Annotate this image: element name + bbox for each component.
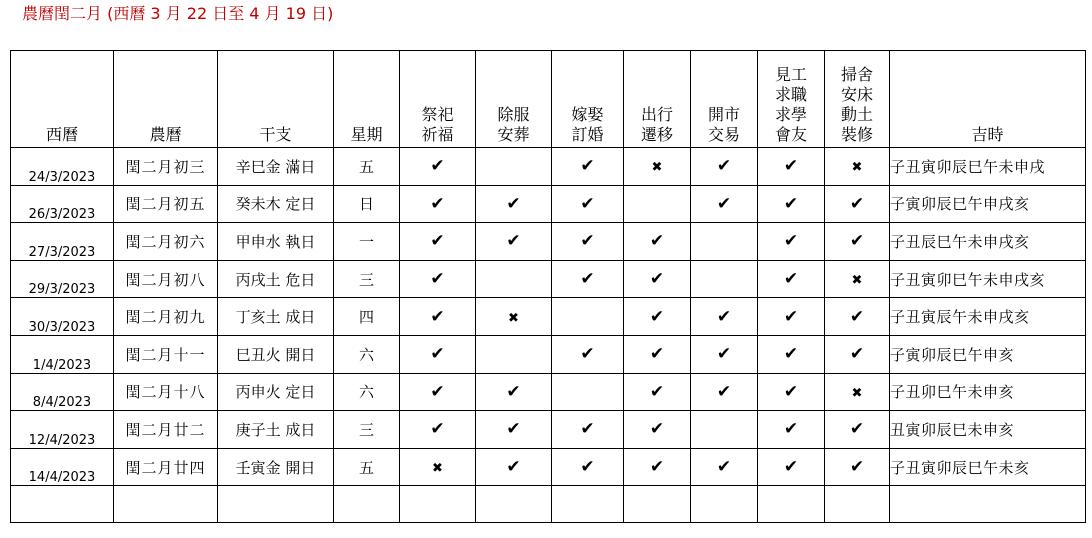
check-icon: ✔ [649, 231, 665, 252]
weekday-cell: 六 [334, 373, 400, 411]
check-icon: ✔ [849, 344, 865, 365]
mark-cell-marriage [552, 411, 624, 449]
mark-cell-job [758, 373, 825, 411]
header-line: 求學 [774, 105, 807, 124]
mark-cell-renovation [825, 373, 890, 411]
mark-cell-worship [400, 448, 476, 486]
header-cleaning-bed-renovation [825, 51, 890, 148]
mark-cell-burial [476, 335, 552, 373]
mark-cell-renovation [825, 148, 890, 186]
empty-cell [691, 486, 758, 523]
mark-cell-marriage [552, 298, 624, 336]
lunar-date-cell: 閏二月初八 [114, 260, 218, 298]
auspicious-hours-cell: 子丑寅辰午未申戌亥 [890, 298, 1086, 336]
header-line: 祭祀 [421, 105, 454, 124]
table-row [11, 448, 1086, 486]
lunar-date-cell: 閏二月十一 [114, 335, 218, 373]
mark-cell-burial [476, 223, 552, 261]
mark-cell-renovation [825, 223, 890, 261]
check-icon: ✔ [849, 193, 865, 214]
header-line: 嫁娶 [571, 105, 604, 124]
table-body [11, 148, 1086, 523]
weekday-cell: 四 [334, 298, 400, 336]
mark-cell-job [758, 223, 825, 261]
header-line: 掃舍 [840, 65, 873, 84]
cross-icon: ✖ [651, 160, 663, 176]
check-icon: ✔ [506, 457, 521, 478]
mark-cell-travel [624, 335, 691, 373]
date-cell: 29/3/2023 [11, 260, 114, 298]
header-marriage-engagement [552, 51, 624, 148]
cross-icon: ✖ [432, 461, 443, 477]
table-row [11, 411, 1086, 449]
mark-cell-worship [400, 185, 476, 223]
empty-cell [476, 486, 552, 523]
mark-cell-job [758, 298, 825, 336]
empty-cell [552, 486, 624, 523]
check-icon: ✔ [430, 306, 445, 327]
mark-cell-marriage [552, 260, 624, 298]
check-icon: ✔ [649, 269, 665, 290]
mark-cell-travel [624, 298, 691, 336]
check-icon: ✔ [580, 419, 595, 440]
empty-row [11, 486, 1086, 523]
header-worship-blessing [400, 51, 476, 148]
weekday-cell: 五 [334, 448, 400, 486]
mark-cell-marriage [552, 185, 624, 223]
empty-cell [890, 486, 1086, 523]
header-job-study-friends [758, 51, 825, 148]
header-line: 會友 [774, 125, 807, 144]
header-line: 安床 [840, 85, 873, 104]
check-icon: ✔ [580, 269, 595, 290]
header-line: 見工 [774, 65, 807, 84]
table-row [11, 260, 1086, 298]
mark-cell-travel [624, 185, 691, 223]
mark-cell-trade [691, 185, 758, 223]
mark-cell-trade [691, 448, 758, 486]
check-icon: ✔ [649, 457, 665, 478]
check-icon: ✔ [849, 306, 865, 327]
lunar-date-cell: 閏二月十八 [114, 373, 218, 411]
check-icon: ✔ [580, 231, 595, 252]
header-line: 開市 [707, 105, 740, 124]
mark-cell-travel [624, 260, 691, 298]
check-icon: ✔ [580, 193, 595, 214]
mark-cell-renovation [825, 185, 890, 223]
check-icon: ✔ [506, 193, 521, 214]
weekday-cell: 六 [334, 335, 400, 373]
mark-cell-trade [691, 335, 758, 373]
almanac-table [10, 50, 1086, 523]
check-icon: ✔ [783, 306, 799, 327]
mark-cell-renovation [825, 411, 890, 449]
header-weekday: 星期 [334, 51, 400, 148]
empty-cell [400, 486, 476, 523]
cross-icon: ✖ [508, 310, 519, 326]
empty-cell [11, 486, 114, 523]
check-icon: ✔ [430, 419, 445, 440]
auspicious-hours-cell: 子寅卯辰巳午申亥 [890, 335, 1086, 373]
mark-cell-job [758, 411, 825, 449]
auspicious-hours-cell: 子丑卯巳午未申亥 [890, 373, 1086, 411]
mark-cell-worship [400, 373, 476, 411]
check-icon: ✔ [849, 231, 865, 252]
mark-cell-renovation [825, 448, 890, 486]
empty-cell [825, 486, 890, 523]
check-icon: ✔ [430, 231, 445, 252]
ganzhi-cell: 丁亥土 成日 [218, 298, 334, 336]
mark-cell-trade [691, 298, 758, 336]
ganzhi-cell: 丙戌土 危日 [218, 260, 334, 298]
check-icon: ✔ [580, 344, 595, 365]
weekday-cell: 三 [334, 411, 400, 449]
date-cell: 27/3/2023 [11, 223, 114, 261]
mark-cell-marriage [552, 223, 624, 261]
check-icon: ✔ [716, 457, 732, 478]
date-cell: 12/4/2023 [11, 411, 114, 449]
mark-cell-travel [624, 373, 691, 411]
weekday-cell: 日 [334, 185, 400, 223]
check-icon: ✔ [430, 344, 445, 365]
ganzhi-cell: 癸未木 定日 [218, 185, 334, 223]
mark-cell-worship [400, 411, 476, 449]
mark-cell-trade [691, 411, 758, 449]
header-line: 訂婚 [571, 125, 604, 144]
check-icon: ✔ [430, 193, 445, 214]
table-row [11, 223, 1086, 261]
header-business-trade [691, 51, 758, 148]
check-icon: ✔ [716, 381, 732, 402]
mark-cell-worship [400, 223, 476, 261]
check-icon: ✔ [783, 457, 799, 478]
mark-cell-renovation [825, 298, 890, 336]
check-icon: ✔ [783, 156, 799, 177]
cross-icon: ✖ [851, 385, 863, 401]
check-icon: ✔ [649, 306, 665, 327]
mark-cell-worship [400, 335, 476, 373]
page-title: 農曆閏二月 (西曆 3 月 22 日至 4 月 19 日) [22, 4, 334, 23]
header-mourning-burial [476, 51, 552, 148]
header-ganzhi: 干支 [218, 51, 334, 148]
mark-cell-trade [691, 373, 758, 411]
mark-cell-marriage [552, 335, 624, 373]
check-icon: ✔ [506, 231, 521, 252]
mark-cell-burial [476, 448, 552, 486]
table-row [11, 335, 1086, 373]
header-row [11, 51, 1086, 148]
check-icon: ✔ [716, 193, 732, 214]
check-icon: ✔ [783, 231, 799, 252]
header-lunar: 農曆 [114, 51, 218, 148]
mark-cell-marriage [552, 148, 624, 186]
ganzhi-cell: 壬寅金 開日 [218, 448, 334, 486]
ganzhi-cell: 丙申火 定日 [218, 373, 334, 411]
check-icon: ✔ [849, 457, 865, 478]
check-icon: ✔ [649, 381, 665, 402]
check-icon: ✔ [783, 193, 799, 214]
cross-icon: ✖ [851, 273, 863, 289]
date-cell: 1/4/2023 [11, 335, 114, 373]
weekday-cell: 三 [334, 260, 400, 298]
header-travel-moving [624, 51, 691, 148]
empty-cell [758, 486, 825, 523]
mark-cell-travel [624, 223, 691, 261]
mark-cell-burial [476, 185, 552, 223]
check-icon: ✔ [649, 344, 665, 365]
table-row [11, 185, 1086, 223]
date-cell: 14/4/2023 [11, 448, 114, 486]
mark-cell-burial [476, 373, 552, 411]
mark-cell-travel [624, 148, 691, 186]
header-line: 求職 [774, 85, 807, 104]
auspicious-hours-cell: 丑寅卯辰巳未申亥 [890, 411, 1086, 449]
mark-cell-job [758, 260, 825, 298]
lunar-date-cell: 閏二月初六 [114, 223, 218, 261]
check-icon: ✔ [783, 269, 799, 290]
mark-cell-burial [476, 411, 552, 449]
mark-cell-trade [691, 223, 758, 261]
check-icon: ✔ [783, 381, 799, 402]
mark-cell-trade [691, 148, 758, 186]
auspicious-hours-cell: 子丑寅卯巳午未申戌亥 [890, 260, 1086, 298]
mark-cell-worship [400, 148, 476, 186]
auspicious-hours-cell: 子寅卯辰巳午申戌亥 [890, 185, 1086, 223]
check-icon: ✔ [580, 156, 595, 177]
date-cell: 8/4/2023 [11, 373, 114, 411]
date-cell: 26/3/2023 [11, 185, 114, 223]
mark-cell-job [758, 185, 825, 223]
header-line: 動土 [840, 105, 873, 124]
empty-cell [334, 486, 400, 523]
date-cell: 24/3/2023 [11, 148, 114, 186]
header-line: 安葬 [497, 125, 530, 144]
check-icon: ✔ [849, 419, 865, 440]
mark-cell-worship [400, 298, 476, 336]
check-icon: ✔ [716, 156, 732, 177]
check-icon: ✔ [716, 344, 732, 365]
cross-icon: ✖ [851, 160, 863, 176]
lunar-date-cell: 閏二月廿二 [114, 411, 218, 449]
lunar-date-cell: 閏二月廿四 [114, 448, 218, 486]
lunar-date-cell: 閏二月初九 [114, 298, 218, 336]
check-icon: ✔ [783, 419, 799, 440]
check-icon: ✔ [783, 344, 799, 365]
mark-cell-marriage [552, 373, 624, 411]
mark-cell-job [758, 335, 825, 373]
weekday-cell: 五 [334, 148, 400, 186]
empty-cell [218, 486, 334, 523]
check-icon: ✔ [430, 381, 445, 402]
mark-cell-worship [400, 260, 476, 298]
ganzhi-cell: 甲申水 執日 [218, 223, 334, 261]
ganzhi-cell: 庚子土 成日 [218, 411, 334, 449]
check-icon: ✔ [506, 381, 521, 402]
mark-cell-burial [476, 148, 552, 186]
mark-cell-burial [476, 260, 552, 298]
mark-cell-trade [691, 260, 758, 298]
auspicious-hours-cell: 子丑寅卯辰巳午未申戌 [890, 148, 1086, 186]
mark-cell-renovation [825, 260, 890, 298]
header-line: 祈福 [421, 125, 454, 144]
header-line: 遷移 [640, 125, 673, 144]
header-line: 交易 [707, 125, 740, 144]
check-icon: ✔ [580, 457, 595, 478]
mark-cell-burial [476, 298, 552, 336]
mark-cell-job [758, 148, 825, 186]
empty-cell [624, 486, 691, 523]
header-line: 裝修 [840, 125, 873, 144]
mark-cell-marriage [552, 448, 624, 486]
date-cell: 30/3/2023 [11, 298, 114, 336]
mark-cell-travel [624, 448, 691, 486]
check-icon: ✔ [506, 419, 521, 440]
auspicious-hours-cell: 子丑辰巳午未申戌亥 [890, 223, 1086, 261]
header-line: 除服 [497, 105, 530, 124]
auspicious-hours-cell: 子丑寅卯辰巳午未亥 [890, 448, 1086, 486]
mark-cell-renovation [825, 335, 890, 373]
check-icon: ✔ [430, 269, 445, 290]
header-auspicious-hours: 吉時 [890, 51, 1086, 148]
weekday-cell: 一 [334, 223, 400, 261]
lunar-date-cell: 閏二月初五 [114, 185, 218, 223]
mark-cell-job [758, 448, 825, 486]
mark-cell-travel [624, 411, 691, 449]
check-icon: ✔ [716, 306, 732, 327]
header-gregorian: 西曆 [11, 51, 114, 148]
table-row [11, 373, 1086, 411]
empty-cell [114, 486, 218, 523]
ganzhi-cell: 巳丑火 開日 [218, 335, 334, 373]
lunar-date-cell: 閏二月初三 [114, 148, 218, 186]
table-row [11, 148, 1086, 186]
check-icon: ✔ [649, 419, 665, 440]
table-row [11, 298, 1086, 336]
header-line: 出行 [640, 105, 673, 124]
ganzhi-cell: 辛巳金 滿日 [218, 148, 334, 186]
check-icon: ✔ [430, 156, 445, 177]
